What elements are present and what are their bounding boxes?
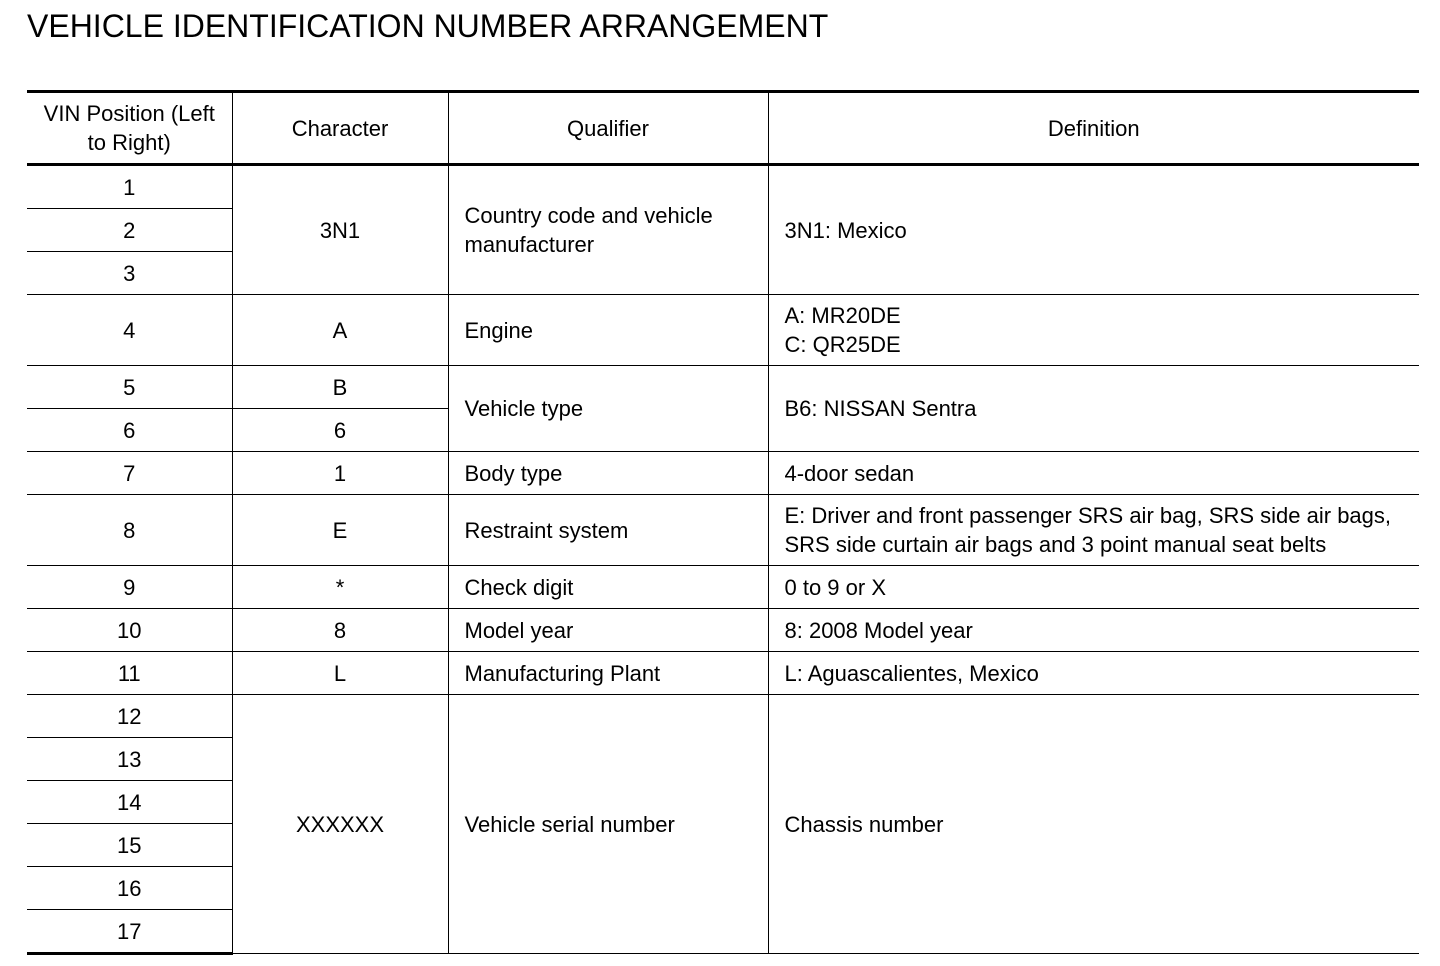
character-cell: E [232, 495, 448, 566]
qualifier-cell: Restraint system [448, 495, 768, 566]
vin-position-cell: 6 [27, 409, 232, 452]
character-cell: B [232, 366, 448, 409]
vin-position-cell: 7 [27, 452, 232, 495]
header-qualifier: Qualifier [448, 92, 768, 165]
vin-position-cell: 9 [27, 566, 232, 609]
character-cell: 1 [232, 452, 448, 495]
header-character: Character [232, 92, 448, 165]
table-row [27, 566, 1419, 609]
definition-line: C: QR25DE [784, 332, 901, 357]
character-cell: 3N1 [232, 165, 448, 295]
character-cell: * [232, 566, 448, 609]
qualifier-cell: Country code and vehicle manufacturer [448, 165, 768, 295]
table-row [27, 366, 1419, 409]
character-cell: XXXXXX [232, 695, 448, 954]
qualifier-cell: Model year [448, 609, 768, 652]
table-row [27, 495, 1419, 566]
vin-position-cell: 2 [27, 209, 232, 252]
definition-line: A: MR20DE [784, 303, 901, 328]
character-cell: L [232, 652, 448, 695]
definition-cell [768, 295, 1419, 366]
qualifier-cell: Body type [448, 452, 768, 495]
vin-position-cell: 15 [27, 824, 232, 867]
qualifier-cell: Vehicle serial number [448, 695, 768, 954]
table-row [27, 165, 1419, 209]
table-row [27, 295, 1419, 366]
vin-position-cell: 14 [27, 781, 232, 824]
vin-position-cell: 1 [27, 165, 232, 209]
definition-cell: 4-door sedan [768, 452, 1419, 495]
vin-position-cell: 8 [27, 495, 232, 566]
header-vin-position: VIN Position (Left to Right) [27, 92, 232, 165]
qualifier-cell: Manufacturing Plant [448, 652, 768, 695]
vin-position-cell: 4 [27, 295, 232, 366]
vin-position-cell: 10 [27, 609, 232, 652]
vin-position-cell: 16 [27, 867, 232, 910]
character-cell: 8 [232, 609, 448, 652]
definition-cell: 3N1: Mexico [768, 165, 1419, 295]
definition-cell: L: Aguascalientes, Mexico [768, 652, 1419, 695]
qualifier-cell: Engine [448, 295, 768, 366]
qualifier-cell: Check digit [448, 566, 768, 609]
vin-position-cell: 13 [27, 738, 232, 781]
page-title: VEHICLE IDENTIFICATION NUMBER ARRANGEMENT [27, 8, 829, 44]
definition-cell: B6: NISSAN Sentra [768, 366, 1419, 452]
table-header-row [27, 92, 1419, 165]
vin-position-cell: 5 [27, 366, 232, 409]
character-cell: 6 [232, 409, 448, 452]
definition-cell: Chassis number [768, 695, 1419, 954]
table-row [27, 652, 1419, 695]
vin-position-cell: 17 [27, 910, 232, 954]
definition-cell: 8: 2008 Model year [768, 609, 1419, 652]
definition-cell: 0 to 9 or X [768, 566, 1419, 609]
table-row [27, 695, 1419, 738]
vin-position-cell: 11 [27, 652, 232, 695]
vin-position-cell: 3 [27, 252, 232, 295]
qualifier-cell: Vehicle type [448, 366, 768, 452]
vin-position-cell: 12 [27, 695, 232, 738]
table-row [27, 609, 1419, 652]
vin-arrangement-table [27, 90, 1419, 955]
character-cell: A [232, 295, 448, 366]
header-definition: Definition [768, 92, 1419, 165]
definition-cell: E: Driver and front passenger SRS air bag, SRS side air bags, SRS side curtain air bags and 3 point manual seat belts [768, 495, 1419, 566]
table-row [27, 452, 1419, 495]
